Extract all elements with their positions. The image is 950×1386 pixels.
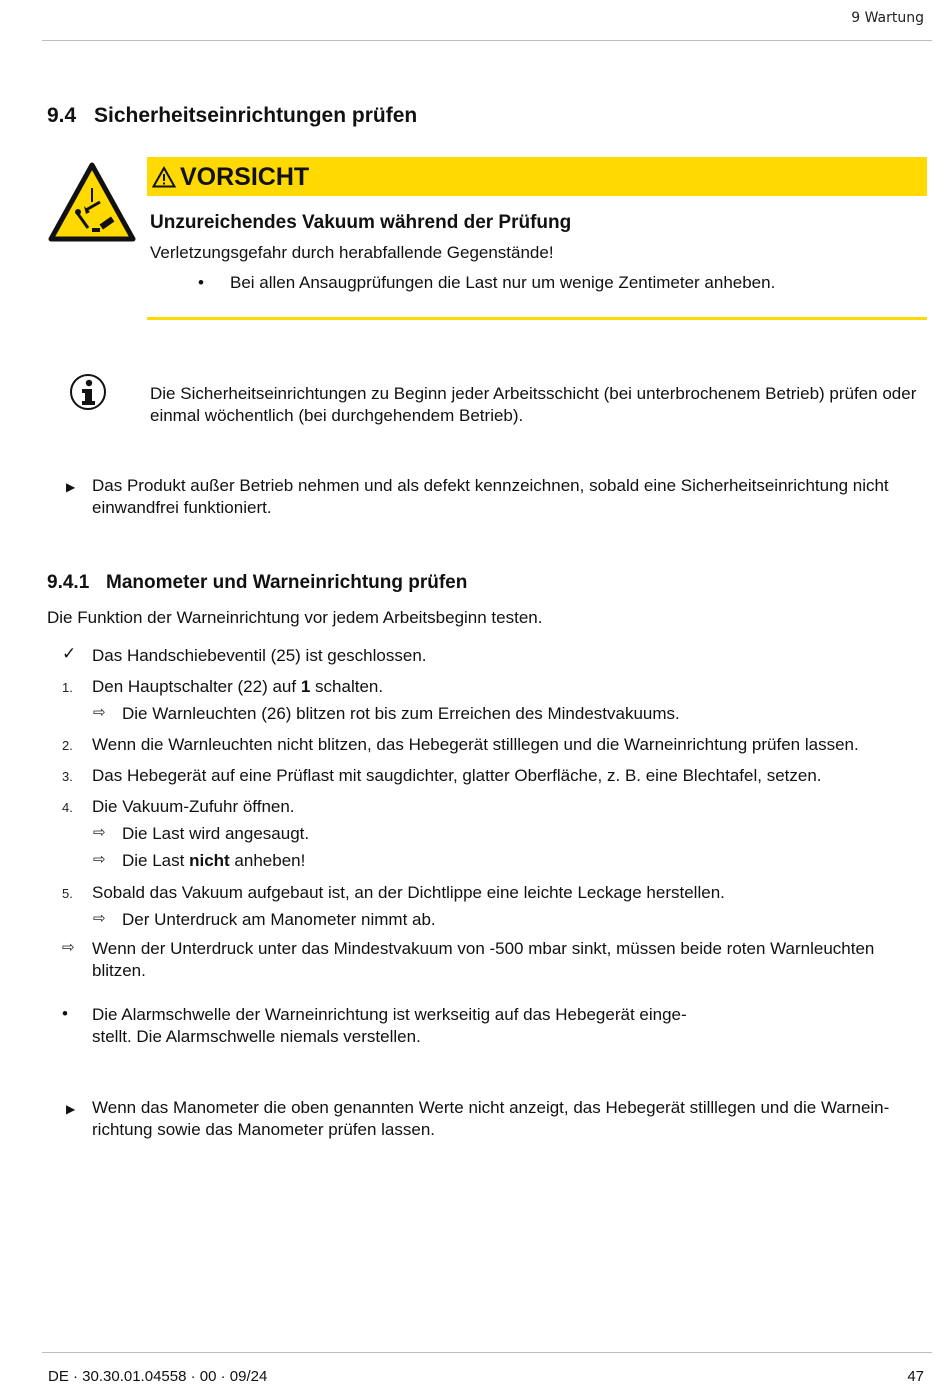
checkmark-icon: ✓ — [62, 644, 77, 663]
step-text: Wenn die Warnleuchten nicht blitzen, das Hebegerät stilllegen und die Warneinrichtung prüfen lassen. — [92, 735, 859, 754]
header-divider — [42, 40, 932, 41]
step-result — [122, 850, 305, 872]
warning-heading: Unzureichendes Vakuum während der Prüfung — [150, 212, 572, 233]
step-text: Das Hebegerät auf eine Prüflast mit saugdichter, glatter Oberfläche, z. B. eine Blechtafel, setzen. — [92, 766, 822, 785]
warning-bottom-line — [147, 317, 927, 320]
result-arrow-icon: ⇨ — [93, 851, 106, 868]
step-number: 1. — [62, 680, 73, 695]
warning-label: VORSICHT — [180, 163, 310, 191]
section-title — [47, 104, 417, 128]
step-text-bold: 1 — [300, 677, 311, 696]
warning-banner — [147, 157, 927, 196]
instruction-arrow-icon: ▶ — [66, 480, 76, 494]
subsection-intro: Die Funktion der Warneinrichtung vor jedem Arbeitsbeginn testen. — [47, 608, 543, 627]
falling-objects-warning-icon — [48, 162, 136, 242]
result-arrow-icon: ⇨ — [93, 910, 106, 927]
step-result: Die Warnleuchten (26) blitzen rot bis zum Erreichen des Mindestvakuums. — [122, 704, 680, 723]
footer-divider — [42, 1352, 932, 1353]
page-number: 47 — [907, 1368, 924, 1385]
result-arrow-icon: ⇨ — [62, 939, 75, 956]
result-arrow-icon: ⇨ — [93, 704, 106, 721]
final-result-text: Wenn der Unterdruck unter das Mindestvakuum von -500 mbar sinkt, müssen beide roten Warnleuchten blitzen. — [92, 939, 875, 980]
precondition-text: Das Handschiebeventil (25) ist geschlossen. — [92, 646, 427, 665]
warning-triangle-icon — [152, 166, 176, 188]
info-text: Die Sicherheitseinrichtungen zu Beginn jeder Arbeitsschicht (bei unterbrochenem Betrieb) prüfen oder einmal wöchentlich (bei durchgehendem Betrieb). — [150, 384, 917, 425]
step-result-part: anheben! — [229, 851, 306, 870]
step-text-part: Den Hauptschalter (22) auf — [92, 677, 301, 696]
instruction-text: Das Produkt außer Betrieb nehmen und als defekt kennzeichnen, sobald eine Sicherheitseinrichtung nicht einwandfrei funktioniert. — [92, 476, 889, 517]
step-text — [92, 676, 383, 698]
subsection-title — [47, 572, 467, 594]
info-icon — [68, 372, 108, 412]
step-text-part: schalten. — [310, 677, 384, 696]
step-result: Der Unterdruck am Manometer nimmt ab. — [122, 910, 436, 929]
note-line-2: stellt. Die Alarmschwelle niemals verstellen. — [92, 1027, 421, 1046]
step-result: Die Last wird angesaugt. — [122, 824, 310, 843]
section-number: 9.4 — [47, 104, 77, 127]
instruction-text: Wenn das Manometer die oben genannten Werte nicht anzeigt, das Hebegerät stilllegen und die Warnein-richtung sowie das Manometer prüfen lassen. — [92, 1098, 890, 1139]
step-number: 2. — [62, 738, 73, 753]
step-number: 3. — [62, 769, 73, 784]
warning-bullet-text: Bei allen Ansaugprüfungen die Last nur um wenige Zentimeter anheben. — [230, 273, 776, 292]
bullet-icon: • — [198, 273, 204, 292]
warning-text: Verletzungsgefahr durch herabfallende Gegenstände! — [150, 243, 554, 262]
note-line-1: Die Alarmschwelle der Warneinrichtung ist werkseitig auf das Hebegerät einge- — [92, 1005, 687, 1024]
subsection-number: 9.4.1 — [47, 572, 90, 593]
step-result-part: Die Last — [122, 851, 190, 870]
footer-document-id: DE · 30.30.01.04558 · 00 · 09/24 — [48, 1368, 268, 1385]
step-number: 5. — [62, 886, 73, 901]
result-arrow-icon: ⇨ — [93, 824, 106, 841]
subsection-title-text: Manometer und Warneinrichtung prüfen — [106, 572, 468, 593]
section-title-text: Sicherheitseinrichtungen prüfen — [94, 104, 418, 127]
step-text: Sobald das Vakuum aufgebaut ist, an der Dichtlippe eine leichte Leckage herstellen. — [92, 883, 725, 902]
chapter-header: 9 Wartung — [851, 10, 924, 26]
step-result-bold: nicht — [189, 851, 230, 870]
step-text: Die Vakuum-Zufuhr öffnen. — [92, 797, 295, 816]
step-number: 4. — [62, 800, 73, 815]
instruction-arrow-icon: ▶ — [66, 1102, 76, 1116]
bullet-icon: • — [62, 1004, 68, 1023]
